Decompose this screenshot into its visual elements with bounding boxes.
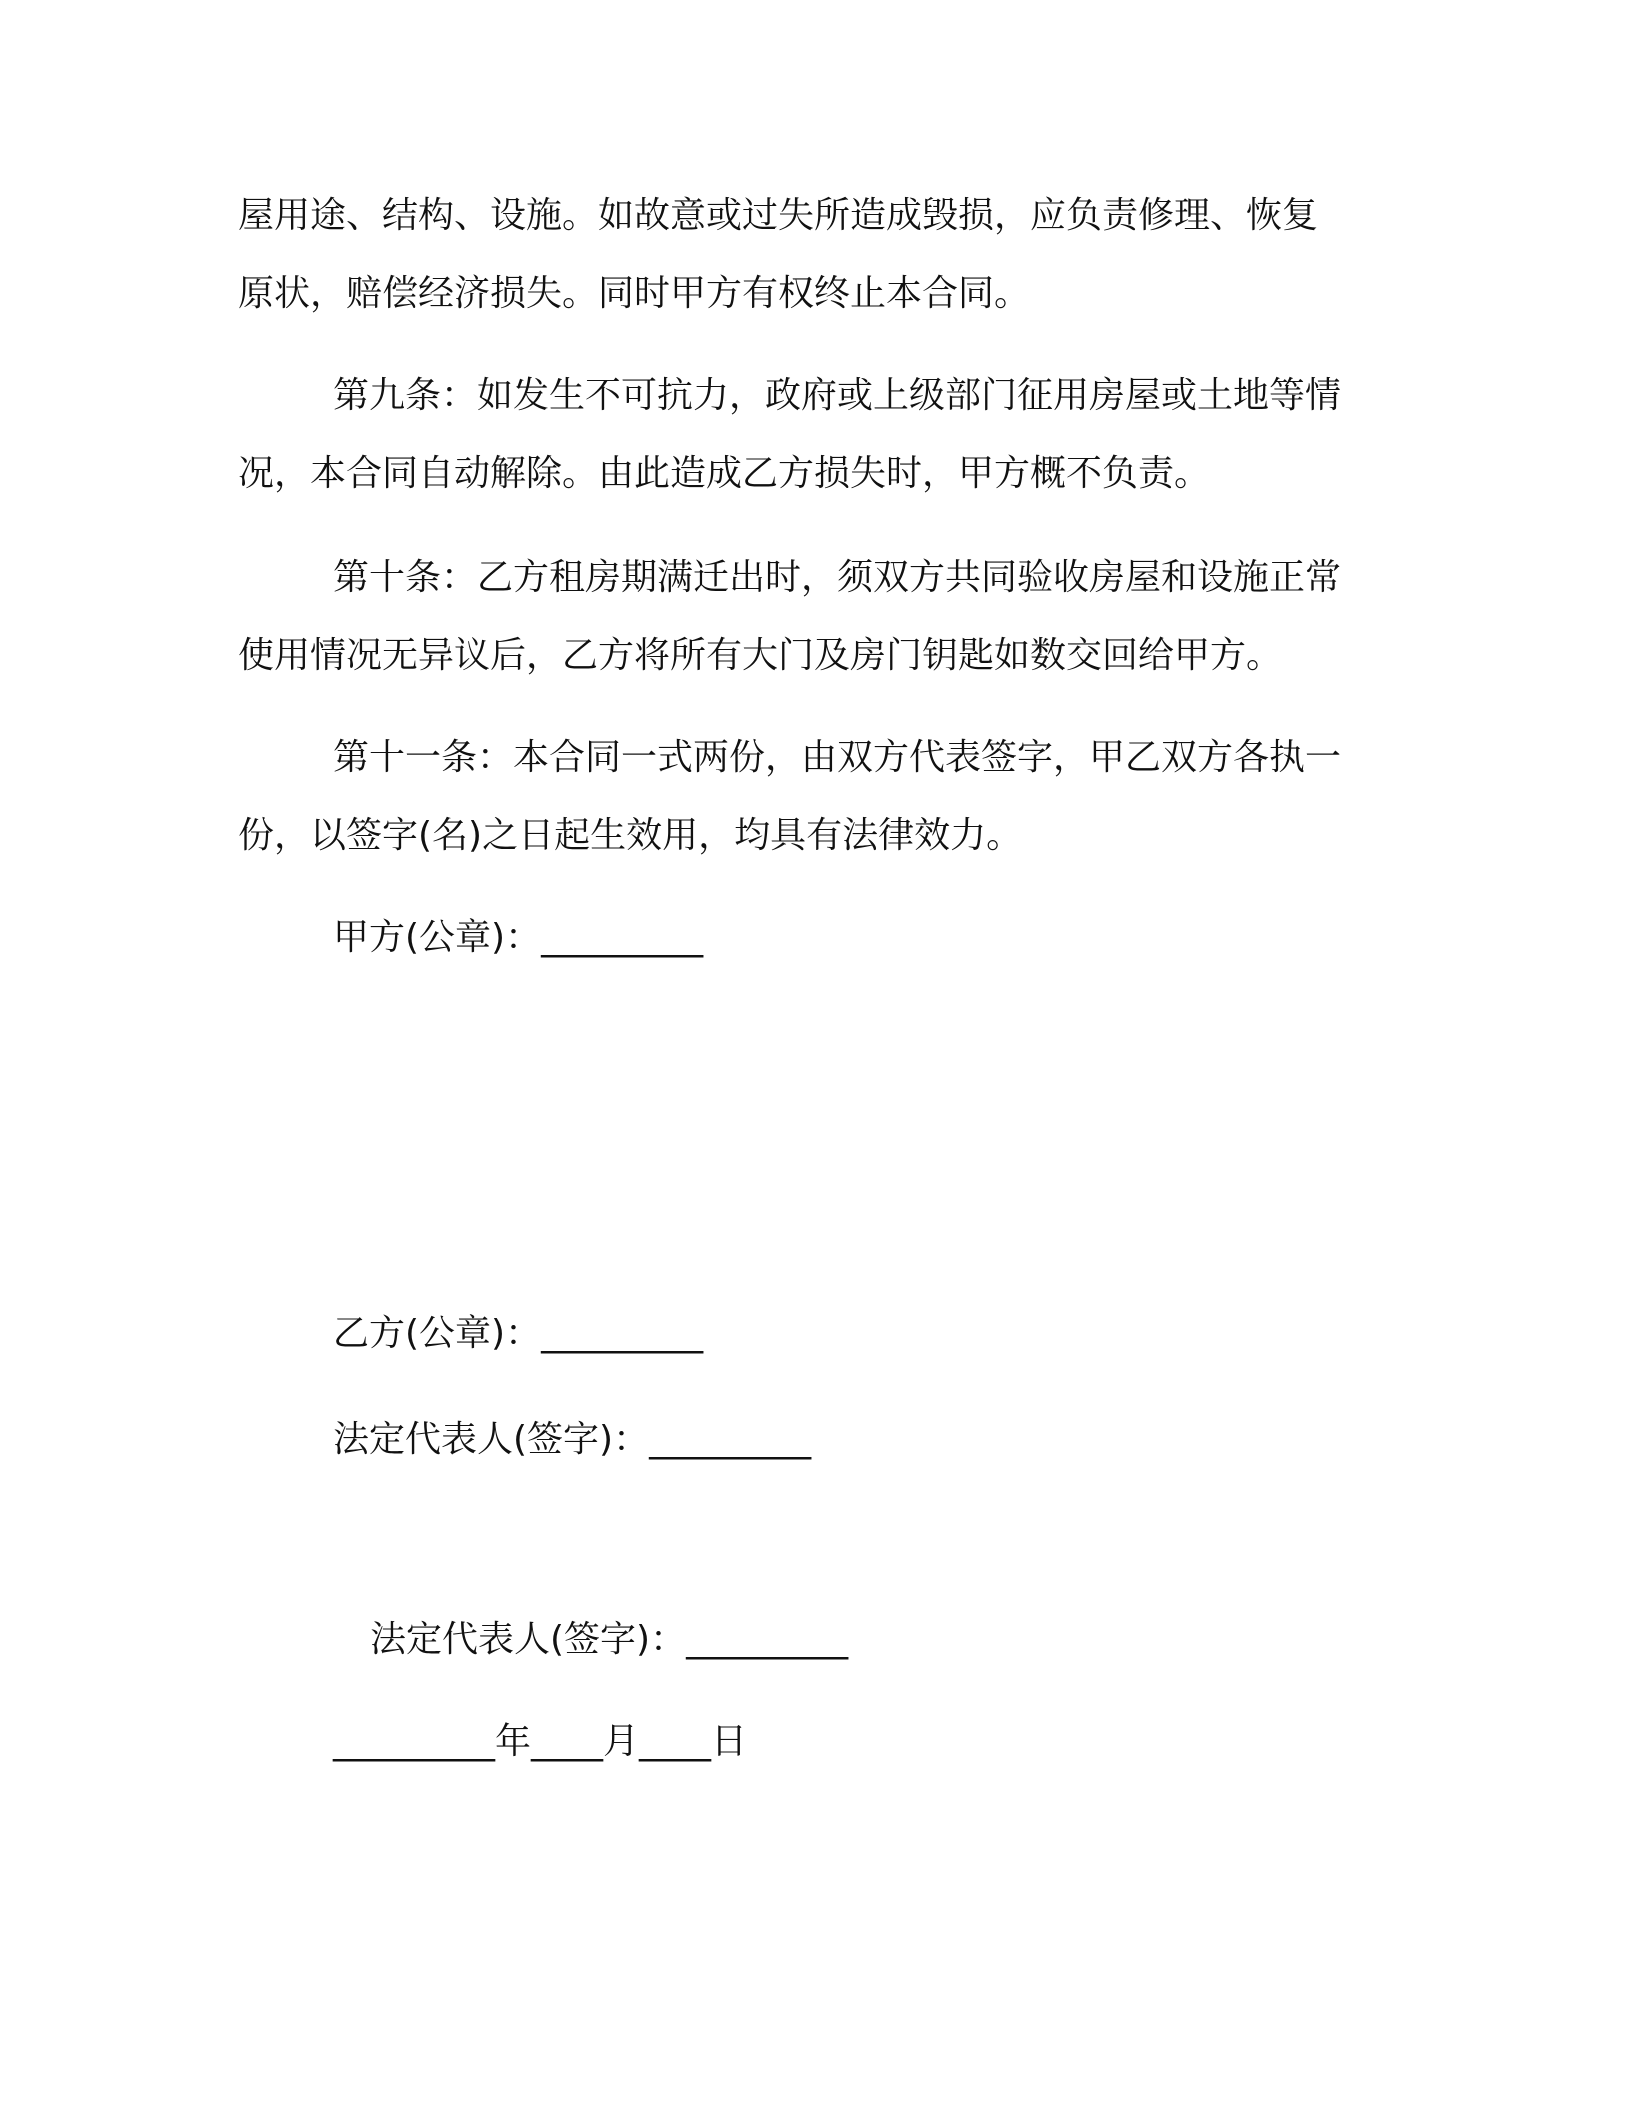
clause-10-line-1: 第十条：乙方租房期满迁出时，须双方共同验收房屋和设施正常 bbox=[333, 557, 1342, 598]
clause-8-continued-line-1: 屋用途、结构、设施。如故意或过失所造成毁损，应负责修理、恢复 bbox=[238, 195, 1319, 236]
date-line: _________年____月____日 bbox=[333, 1721, 747, 1762]
clause-11-line-1: 第十一条：本合同一式两份，由双方代表签字，甲乙双方各执一 bbox=[333, 737, 1342, 778]
clause-9-line-1: 第九条：如发生不可抗力，政府或上级部门征用房屋或土地等情 bbox=[333, 375, 1342, 416]
clause-10-line-2: 使用情况无异议后，乙方将所有大门及房门钥匙如数交回给甲方。 bbox=[238, 635, 1283, 676]
party-b-seal-line: 乙方(公章)：_________ bbox=[333, 1313, 704, 1354]
legal-representative-signature-line: 法定代表人(签字)：_________ bbox=[333, 1419, 812, 1460]
clause-9-line-2: 况，本合同自动解除。由此造成乙方损失时，甲方概不负责。 bbox=[238, 453, 1211, 494]
clause-8-continued-line-2: 原状，赔偿经济损失。同时甲方有权终止本合同。 bbox=[238, 273, 1031, 314]
party-a-seal-line: 甲方(公章)：_________ bbox=[333, 917, 704, 958]
legal-representative-signature-line-2: 法定代表人(签字)：_________ bbox=[370, 1619, 849, 1660]
clause-11-line-2: 份，以签字(名)之日起生效用，均具有法律效力。 bbox=[238, 815, 1023, 856]
